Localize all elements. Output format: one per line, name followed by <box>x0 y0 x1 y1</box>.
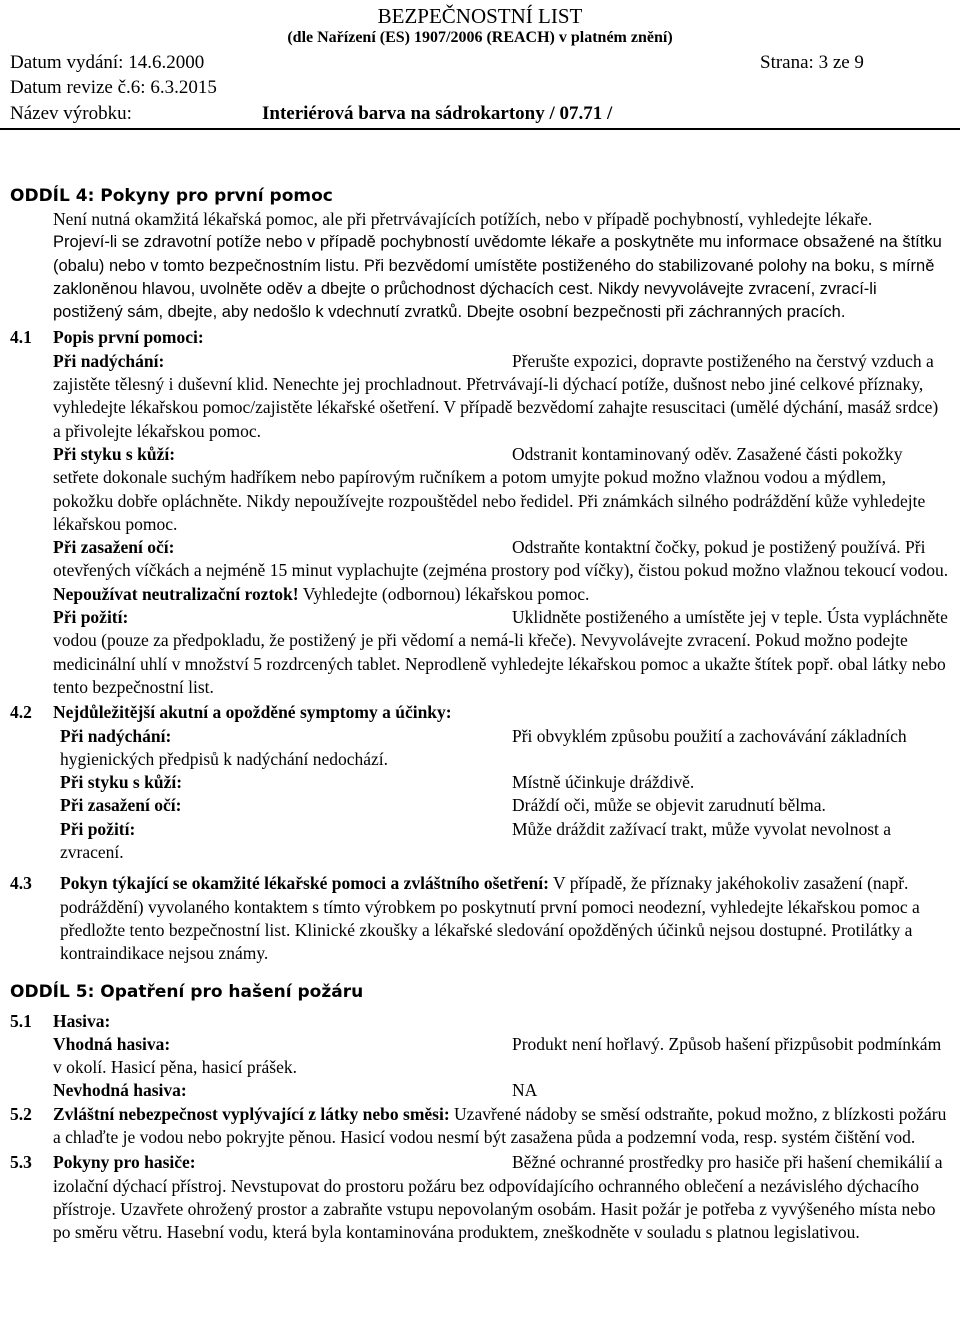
subsection-4-3-number: 4.3 <box>10 873 32 894</box>
subsection-5-3 <box>10 1151 950 1244</box>
subsection-5-2-number: 5.2 <box>10 1103 32 1124</box>
subsection-4-3-title: Pokyn týkající se okamžité lékařské pomoci a zvláštního ošetření: <box>60 873 549 894</box>
subsection-5-2-text: Uzavřené nádoby se směsí odstraňte, pokud možno, z blízkosti požáru a chlaďte je vodou nebo pokryjte pěnou. Hasicí vodou nesmí být zasažena půda a podzemní voda, resp. systém čištění vod. <box>53 1103 947 1147</box>
first-aid-ingestion: Při požití: Uklidněte postiženého a umístěte jej v teple. Ústa vypláchněte vodou (pouze za předpokladu, že postižený je při vědomí a nemá-li křeče). Nevyvolávejte zvracení. Pokud možno podejte medicinální uhlí v množství 5 rozdrcených tablet. Neprodleně vyhledejte lékařskou pomoc a ukažte štítek popř. obal látky nebo tento bezpečnostní list. <box>53 607 948 697</box>
unsuitable-media: Nevhodná hasiva: NA <box>53 1080 538 1101</box>
first-aid-skin: Při styku s kůží: Odstranit kontaminovaný oděv. Zasažené části pokožky setřete dokonale suchým hadříkem nebo papírovým ručníkem a potom umyjte pokud možno vlažnou vodou a mýdlem, pokožku dobře opláchněte. Nikdy nepoužívejte rozpouštědel nebo ředidel. Při známkách silného podráždění kůže vyhledejte lékařskou pomoc. <box>53 443 926 534</box>
section-4-title: ODDÍL 4: Pokyny pro první pomoc <box>10 186 333 206</box>
suitable-media: Vhodná hasiva: Produkt není hořlavý. Způsob hašení přizpůsobit podmínkám v okolí. Hasicí pěna, hasicí prášek. <box>53 1033 942 1078</box>
header-divider <box>0 128 960 130</box>
subsection-5-1-number: 5.1 <box>10 1010 32 1031</box>
subsection-5-3-title: Pokyny pro hasiče: <box>53 1152 196 1173</box>
issue-date: Datum vydání: 14.6.2000 <box>10 52 205 73</box>
section-5-title: ODDÍL 5: Opatření pro hašení požáru <box>10 981 364 1002</box>
subsection-5-3-text: Běžné ochranné prostředky pro hasiče při hašení chemikálií a izolační dýchací přístroj. Nevstupovat do prostoru požáru bez odpovídajícího ochranného oblečení a nezávislého dýchacího přístroje. Uzavřete ohrožený prostor a zabraňte vstupu nepovolaným osobám. Hasit požár je potřeba z vyvýšeného místa nebo po směru větru. Hasební vodu, která byla kontaminována produktem, zneškodněte v souladu s platnou legislativou. <box>53 1152 943 1243</box>
subsection-4-1 <box>10 326 950 699</box>
subsection-4-2 <box>10 701 950 864</box>
product-label: Název výrobku: <box>10 103 132 124</box>
symptom-eyes: Při zasažení očí: Dráždí oči, může se objevit zarudnutí bělma. <box>60 795 826 816</box>
subsection-4-1-number: 4.1 <box>10 327 32 348</box>
section-4-intro-1: Není nutná okamžitá lékařská pomoc, ale při přetrvávajících potížích, nebo v případě pochybností, vyhledejte lékaře. <box>53 209 873 229</box>
subsection-4-2-number: 4.2 <box>10 702 32 723</box>
subsection-4-2-title: Nejdůležitější akutní a opožděné symptomy a účinky: <box>53 702 452 723</box>
subsection-5-1 <box>10 1010 950 1103</box>
first-aid-eyes: Při zasažení očí: Odstraňte kontaktní čočky, pokud je postižený používá. Při otevřených víčkách a nejméně 15 minut vyplachujte (zejména prostory pod víčky), čistou pokud možno vlažnou tekoucí vodou. Nepoužívat neutralizační roztok! Vyhledejte (odbornou) lékařskou pomoc. <box>53 537 949 604</box>
subsection-4-1-title: Popis první pomoci: <box>53 327 204 348</box>
document-subtitle: (dle Nařízení (ES) 1907/2006 (REACH) v platném znění) <box>287 29 673 46</box>
section-4-intro-2: Projeví-li se zdravotní potíže nebo v případě pochybností uvědomte lékaře a poskytněte mu informace obsažené na štítku (obalu) nebo v tomto bezpečnostním listu. Při bezvědomí umístěte postiženého do stabilizované polohy na boku, s mírně zakloněnou hlavou, uvolněte oděv a dbejte o průchodnost dýchacích cest. Nikdy nevyvolávejte zvracení, zvrací-li postižený sám, dbejte, aby nedošlo k vdechnutí zvratků. Dbejte osobní bezpečnosti při záchranných pracích. <box>53 233 942 322</box>
page-number: Strana: 3 ze 9 <box>760 52 864 73</box>
revision-date: Datum revize č.6: 6.3.2015 <box>10 77 217 98</box>
first-aid-inhalation: Při nadýchání: Přerušte expozici, dopravte postiženého na čerstvý vzduch a zajistěte tělesný i duševní klid. Nenechte jej prochladnout. Přetrvávají-li dýchací potíže, dušnost nebo jiné celkové příznaky, vyhledejte lékařskou pomoc/zajistěte lékařské ošetření. V případě bezvědomí zahajte resuscitaci (umělé dýchání, masáž srdce) a přivolejte lékařskou pomoc. <box>53 350 939 441</box>
symptom-inhalation: Při nadýchání: Při obvyklém způsobu použití a zachovávání základních hygienických předpisů k nadýchání nedochází. <box>60 725 907 769</box>
symptom-skin: Při styku s kůží: Místně účinkuje dráždivě. <box>60 772 695 793</box>
document-body <box>10 184 950 1244</box>
product-name: Interiérová barva na sádrokartony / 07.71 / <box>262 103 613 124</box>
subsection-5-2 <box>10 1103 950 1150</box>
subsection-5-3-number: 5.3 <box>10 1152 32 1173</box>
subsection-5-1-title: Hasiva: <box>53 1010 111 1031</box>
document-title: BEZPEČNOSTNÍ LIST <box>377 4 583 28</box>
subsection-5-2-title: Zvláštní nebezpečnost vyplývající z látky nebo směsi: <box>53 1103 450 1124</box>
subsection-4-3 <box>10 872 950 965</box>
symptom-ingestion: Při požití: Může dráždit zažívací trakt, může vyvolat nevolnost a zvracení. <box>60 818 892 863</box>
subsection-4-3-text: V případě, že příznaky jakéhokoliv zasažení (např. podráždění) vyvolaného kontaktem s tímto výrobkem po poskytnutí první pomoci neodezní, vyhledejte lékařskou pomoc a předložte tento bezpečnostní list. Klinické zkoušky a lékařské sledování opožděných účinků nejsou dostupné. Protilátky a kontraindikace nejsou známy. <box>60 873 920 964</box>
